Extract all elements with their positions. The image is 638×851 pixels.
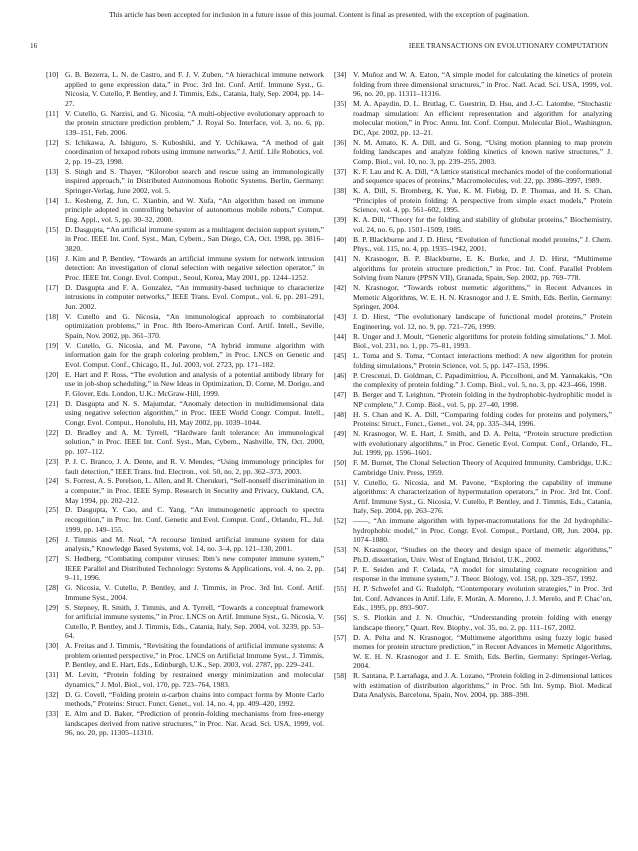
reference-entry [334,351,612,370]
reference-text: D. Bradley and A. M. Tyrrell, “Hardware fault tolerance: An immunological solution,” in Proc. IEEE Int. Conf. Syst., Man, Cybern., Nashville, TN, Oct. 2000, pp. 107–112. [65,427,324,457]
reference-text: M. A. Apaydin, D. L. Brutlag, C. Guestrin, D. Hsu, and J.-C. Latombe, “Stochastic roadmap simulation: An efficient representation and algorithm for analyzing molecular motion,” in Proc. Annu. Int. Conf. Comput. Molecular Biol., Washington, DC, Apr. 2002, pp. 12–21. [353,99,612,137]
reference-text: E. Hart and P. Ross, “The evolution and analysis of a potential antibody library for use in job-shop scheduling,” in New Ideas in Optimization, D. Corne, M. Dorigo, and F. Glover, Eds. London, U.K.: McGraw-Hill, 1999. [65,369,324,398]
reference-text: P. Crescenzi, D. Goldman, C. Papadimitriou, A. Piccolboni, and M. Yannakakis, “On the complexity of protein folding,” J. Comp. Biol., vol. 5, no. 3, pp. 423–466, 1998. [353,370,612,390]
reference-text: N. Krasnogor, W. E. Hart, J. Smith, and D. A. Pelta, “Protein structure prediction with evolutionary algorithms,” in Proc. Genetic Evol. Comput. Conf., Orlando, FL, Jul. 1999, pp. 1596–1601. [353,429,612,458]
reference-text: D. G. Covell, “Folding protein α-carbon chains into compact forms by Monte Carlo methods,” Proteins: Struct. Funct. Genet., vol. 14, no. 4, pp. 409–420, 1992. [65,689,324,709]
reference-entry [46,457,324,476]
reference-entry [46,370,324,399]
reference-entry [46,399,324,428]
reference-text: V. Cutello, G. Nicosia, and M. Pavone, “A hybrid immune algorithm with information gain for the graph coloring problem,” in Proc. LNCS on Genetic and Evol. Comput. Conf., Chicago, IL, Jul. 2003, vol. 2723, pp. 171–182. [65,340,324,369]
reference-number: [46] [334,370,347,380]
reference-text: S. Hedberg, “Combating computer viruses: Ibm’s new computer immune system,” IEEE Parallel and Distributed Technology: Systems & Applications, vol. 4, no. 2, pp. 9–11, 1996. [65,553,324,583]
reference-text: B. P. Blackburne and J. D. Hirst, “Evolution of functional model proteins,” J. Chem. Phys., vol. 115, no. 4, pp. 1935–1942, 2001. [353,234,612,254]
reference-entry [46,138,324,167]
reference-number: [29] [46,602,59,612]
reference-text: F. M. Burnet, The Clonal Selection Theory of Acquired Immunity. Cambridge, U.K.: Cambridge Univ. Press, 1959. [353,458,612,477]
reference-text: V. Cutello, G. Narzisi, and G. Nicosia, “A multi-objective evolutionary approach to the protein structure prediction problem,” J. Royal So. Interface, vol. 3, no. 6, pp. 139–151, Feb. 2006. [65,108,324,137]
reference-entry [46,428,324,457]
reference-number: [39] [334,215,347,225]
reference-number: [31] [46,670,59,680]
reference-number: [23] [46,456,59,466]
reference-text: D. Dasgupta and F. A. Gonzalez, “An immunity-based technique to characterize intrusions in computer networks,” IEEE Trans. Evol. Comput., vol. 6, pp. 281–291, Jun. 2002. [65,282,324,311]
reference-entry [46,603,324,641]
reference-number: [47] [334,390,347,400]
reference-entry [334,516,612,545]
reference-entry [334,332,612,351]
reference-text: L. Kesheng, Z. Jun, C. Xianbin, and W. Xufa, “An algorithm based on immune principle adopted in controlling behavior of autonomous mobile robots,” Comput. Eng. Appl., vol. 5, pp. 30–32, 2000. [65,195,324,224]
reference-number: [20] [46,369,59,379]
reference-entry [334,312,612,331]
reference-number: [40] [334,234,347,244]
reference-entry [46,670,324,689]
reference-text: A. Freitas and J. Timmis, “Revisiting the foundations of artificial immune systems: A problem oriented perspective,” in Proc. LNCS on Artificial Immune Syst., J. Timmis, P. Bentley, and E. Hart, Eds., Edinburgh, U.K., Sep. 2003, vol. 2787, pp. 229–241. [65,641,324,670]
reference-text: P. E. Seiden and F. Celada, “A model for simulating cognate recognition and response in the immune system,” J. Theor. Biology, vol. 158, pp. 329–357, 1992. [353,564,612,584]
reference-text: M. Levitt, “Protein folding by restrained energy minimization and molecular dynamics,” J. Mol. Biol., vol. 170, pp. 723–764, 1983. [65,670,324,689]
reference-text: E. Alm and D. Baker, “Prediction of protein-folding mechanisms from free-energy landscapes derived from native structures,” in Proc. Nat. Acad. Sci. USA, 1999, vol. 96, no. 20, pp. 11305–11310. [65,709,324,738]
reference-text: R. Santana, P. Larrañaga, and J. A. Lozano, “Protein folding in 2-dimensional lattices with estimation of distribution algorithms,” in Proc. 5th Int. Symp. Biol. Medical Data Analysis, Barcelona, Spain, Nov. 2004, pp. 388–398. [353,671,612,700]
reference-text: B. Berger and T. Leighton, “Protein folding in the hydrophobic-hydrophilic model is NP complete,” J. Comp. Biol., vol. 5, pp. 27–40, 1998. [353,390,612,409]
reference-entry [334,584,612,613]
reference-entry [334,215,612,234]
reference-text: V. Muñoz and W. A. Eaton, “A simple model for calculating the kinetics of protein folding from three dimensional structures,” in Proc. Natl. Acad. Sci. USA, 1999, vol. 96, no. 20, pp. 11311–11316. [353,70,612,99]
reference-text: K. F. Lau and K. A. Dill, “A lattice statistical mechanics model of the conformational and sequence spaces of proteins,” Macromolecules, vol. 22, pp. 3986–3997, 1989. [353,166,612,186]
reference-text: S. Stepney, R. Smith, J. Timmis, and A. Tyrrell, “Towards a conceptual framework for artificial immune systems,” in Proc. LNCS on Artif. Immune Syst., G. Nicosia, V. Cutello, P. Bentley, and J. Timmis, Eds., Catania, Italy, Sep. 2004, vol. 3239, pp. 53–64. [65,602,324,641]
reference-number: [55] [334,584,347,594]
reference-number: [34] [334,70,347,79]
reference-entry [334,70,612,99]
reference-entry [334,458,612,477]
reference-number: [14] [46,195,59,205]
reference-number: [41] [334,254,347,264]
reference-entry [334,167,612,186]
reference-text: G. B. Bezerra, L. N. de Castro, and F. J. V. Zuben, “A hierachical immune network applied to gene expression data,” in Proc. 3rd Int. Conf. Artif. Immune Syst., G. Nicosia, V. Cutello, P. Bentley, and J. Timmis, Eds., Catania, Italy, Sep. 2004, pp. 14–27. [65,70,324,108]
reference-text: ——, “An immune algorithm with hyper-macromutations for the 2d hydrophilic-hydrophobic model,” in Proc. Congr. Evol. Comput., Portland, OR, Jun. 2004, pp. 1074–1080. [353,516,612,545]
reference-number: [30] [46,641,59,651]
reference-text: H. S. Chan and K. A. Dill, “Comparing folding codes for proteins and polymers,” Proteins: Struct., Funct., Genet., vol. 24, pp. 335–344, 1996. [353,409,612,429]
reference-number: [15] [46,224,59,234]
reference-number: [48] [334,409,347,419]
reference-text: D. Dasgupta, “An artificial immune system as a multiagent decision support system,” in Proc. IEEE Int. Conf. Syst., Man, Cybern., San Diego, CA, Oct. 1998, pp. 3816–3820. [65,224,324,253]
reference-entry [46,283,324,312]
reference-entry [46,167,324,196]
reference-number: [17] [46,282,59,292]
reference-entry [46,341,324,370]
reference-entry [334,478,612,516]
reference-entry [334,410,612,429]
reference-number: [22] [46,427,59,437]
reference-text: N. Krasnogor, “Studies on the theory and design space of memetic algorithms,” Ph.D. dissertation, Univ. West of England, Bristol, U.K., 2002. [353,545,612,564]
journal-title: IEEE TRANSACTIONS ON EVOLUTIONARY COMPUTATION [408,42,608,50]
reference-text: K. A. Dill, S. Bromberg, K. Yue, K. M. Fiebig, D. P. Thomas, and H. S. Chan, “Principles of protein folding: A perspective from simple exact models,” Protein Science, vol. 4, pp. 561–602, 1995. [353,186,612,215]
page-number: 16 [30,42,38,50]
reference-number: [49] [334,429,347,439]
reference-number: [58] [334,671,347,681]
reference-entry [334,613,612,632]
reference-number: [54] [334,564,347,574]
reference-entry [334,390,612,409]
reference-entry [334,545,612,564]
reference-text: K. A. Dill, “Theory for the folding and stability of globular proteins,” Biochemistry, vol. 24, no. 6, pp. 1501–1509, 1985. [353,215,612,234]
reference-number: [33] [46,709,59,719]
reference-number: [32] [46,689,59,699]
reference-number: [36] [334,137,347,147]
reference-number: [16] [46,253,59,263]
reference-entry [334,671,612,700]
reference-entry [46,312,324,341]
reference-number: [11] [46,108,59,118]
reference-number: [21] [46,398,59,408]
reference-number: [26] [46,534,59,544]
reference-text: R. Unger and J. Moult, “Genetic algorithms for protein folding simulations,” J. Mol. Biol., vol. 231, no. 1, pp. 75–81, 1993. [353,331,612,351]
reference-text: S. Forrest, A. S. Perelson, L. Allen, and R. Cherukuri, “Self-nonself discrimination in a computer,” in Proc. IEEE Symp. Research in Security and Privacy, Oakland, CA, May 1994, pp. 202–212. [65,476,324,505]
reference-entry [334,429,612,458]
reference-number: [51] [334,477,347,487]
reference-text: J. Kim and P. Bentley, “Towards an artificial immune system for network intrusion detection: An investigation of clonal selection with negative selection operator,” in Proc. IEEE Int. Congr. Evol. Comput., Seoul, Korea, May 2001, pp. 1244–1252. [65,253,324,282]
reference-text: V. Cutello, G. Nicosia, and M. Pavone, “Exploring the capability of immune algorithms: A characterization of hypermutation operators,” in Proc. 3rd Int. Conf. Artif. Immune Syst., G. Nicosia, V. Cutello, P. Bentley, and J. Timmis, Eds., Catania, Italy, Sep. 2004, pp. 263–276. [353,477,612,516]
reference-entry [334,254,612,283]
acceptance-banner: This article has been accepted for inclusion in a future issue of this journal. Content is final as presented, with the exception of pagination. [108,10,530,19]
references-column-left [46,70,324,840]
reference-entry [46,505,324,534]
reference-entry [334,283,612,312]
reference-entry [46,641,324,670]
reference-number: [57] [334,632,347,642]
reference-text: S. Singh and S. Thayer, “Kilorobot search and rescue using an immunologically inspired approach,” in Distributed Autonomous Robotic Systems. Berlin, Germany: Springer-Verlag, June 2002, vol. 5. [65,166,324,195]
reference-text: H. P. Schwefel and G. Rudolph, “Contemporary evolution strategies,” in Proc. 3rd Int. Conf. Advances in Artif. Life, F. Morán, A. Moreno, J. J. Merelo, and P. Chac’on, Eds., 1995, pp. 893–907. [353,584,612,613]
reference-entry [46,554,324,583]
reference-number: [38] [334,186,347,196]
reference-number: [24] [46,476,59,486]
reference-text: D. Dasgupta, Y. Cao, and C. Yang, “An immunogenetic approach to spectra recognition,” in Proc. Int. Conf. Genetic and Evol. Comput. Conf., Orlando, FL, Jul. 1999, pp. 149–155. [65,505,324,534]
reference-entry [46,709,324,738]
reference-number: [12] [46,137,59,147]
reference-entry [46,690,324,709]
reference-number: [43] [334,312,347,322]
reference-number: [50] [334,458,347,468]
reference-text: G. Nicosia, V. Cutello, P. Bentley, and J. Timmis, in Proc. 3rd Int. Conf. Artif. Immune Syst., 2004. [65,583,324,602]
reference-entry [334,565,612,584]
reference-text: P. J. C. Branco, J. A. Dente, and R. V. Mendes, “Using immunology principles for fault detection,” IEEE Trans. Ind. Electron., vol. 50, no. 2, pp. 362–373, 2003. [65,456,324,476]
reference-entry [334,99,612,137]
reference-number: [53] [334,545,347,555]
reference-text: N. Krasnogor, “Towards robust memetic algorithms,” in Recent Advances in Memetic Algorithms, W. E. H. N. Krasnogor and J. E. Smith, Eds. Berlin, Germany: Springer, 2004. [353,283,612,312]
reference-entry [334,138,612,167]
reference-number: [28] [46,583,59,593]
reference-entry [46,254,324,283]
reference-number: [37] [334,166,347,176]
reference-number: [27] [46,553,59,563]
reference-number: [45] [334,351,347,361]
reference-number: [42] [334,283,347,293]
reference-entry [46,583,324,602]
reference-text: S. Ichikawa, A. Ishiguro, S. Kuboshiki, and Y. Uchikawa, “A method of gait coordination of hexapod robots using immune networks,” J. Artif. Life Robotics, vol. 2, pp. 19–23, 1998. [65,137,324,166]
reference-text: N. M. Amato, K. A. Dill, and G. Song, “Using motion planning to map protein folding landscapes and analyze folding kinetics of known native structures,” J. Comp. Biol., vol. 10, no. 3, pp. 239–255, 2003. [353,137,612,166]
reference-text: V. Cutello and G. Nicosia, “An immunological approach to combinatorial optimization problems,” in Proc. 8th Ibero-American Conf. Artif. Intell., Seville, Spain, Nov. 2002, pp. 361–370. [65,311,324,340]
reference-number: [56] [334,613,347,623]
reference-entry [46,109,324,138]
reference-text: J. D. Hirst, “The evolutionary landscape of functional model proteins,” Protein Engineering, vol. 12, no. 9, pp. 721–726, 1999. [353,312,612,331]
reference-entry [334,633,612,671]
reference-text: J. Timmis and M. Neal, “A recourse limited artificial immune system for data analysis,” Knowledge Based Systems, vol. 14, no. 3–4, pp. 121–130, 2001. [65,534,324,554]
reference-number: [25] [46,505,59,515]
reference-text: L. Toma and S. Toma, “Contact interactions method: A new algorithm for protein folding simulations,” Protein Science, vol. 5, pp. 147–153, 1996. [353,351,612,370]
reference-text: N. Krasnogor, B. P. Blackburne, E. K. Burke, and J. D. Hirst, “Multimeme algorithms for protein structure prediction,” in Proc. Int. Conf. Parallel Problem Solving from Nature (PPSN VII), Granada, Spain, Sep. 2002, pp. 769–778. [353,254,612,283]
reference-number: [52] [334,516,347,526]
reference-number: [35] [334,99,347,109]
reference-number: [10] [46,70,59,79]
reference-entry [334,186,612,215]
references-column-right [334,70,612,840]
reference-entry [334,371,612,390]
reference-number: [13] [46,166,59,176]
reference-text: D. Dasgupta and N. S. Majumdar, “Anomaly detection in multidimensional data using negative selection algorithm,” in Proc. IEEE World Congr. Comput. Intell., Congr. Evol. Comput., Honolulu, HI, May 2002, pp. 1039–1044. [65,398,324,427]
reference-entry [46,535,324,554]
reference-entry [334,235,612,254]
reference-text: S. S. Plotkin and J. N. Onuchic, “Understanding protein folding with energy landscape theory,” Quart. Rev. Biophy., vol. 35, no. 2, pp. 111–167, 2002. [353,613,612,632]
reference-entry [46,196,324,225]
reference-number: [44] [334,331,347,341]
reference-number: [19] [46,340,59,350]
reference-number: [18] [46,311,59,321]
reference-entry [46,225,324,254]
reference-entry [46,70,324,108]
reference-text: D. A. Pelta and N. Krasnogor, “Multimeme algorithms using fuzzy logic based memes for protein structure prediction,” in Recent Advances in Memetic Algorithms, W. E. H. N. Krasnogor and J. E. Smith, Eds. Berlin, Germany: Springer-Verlag, 2004. [353,632,612,671]
reference-entry [46,476,324,505]
